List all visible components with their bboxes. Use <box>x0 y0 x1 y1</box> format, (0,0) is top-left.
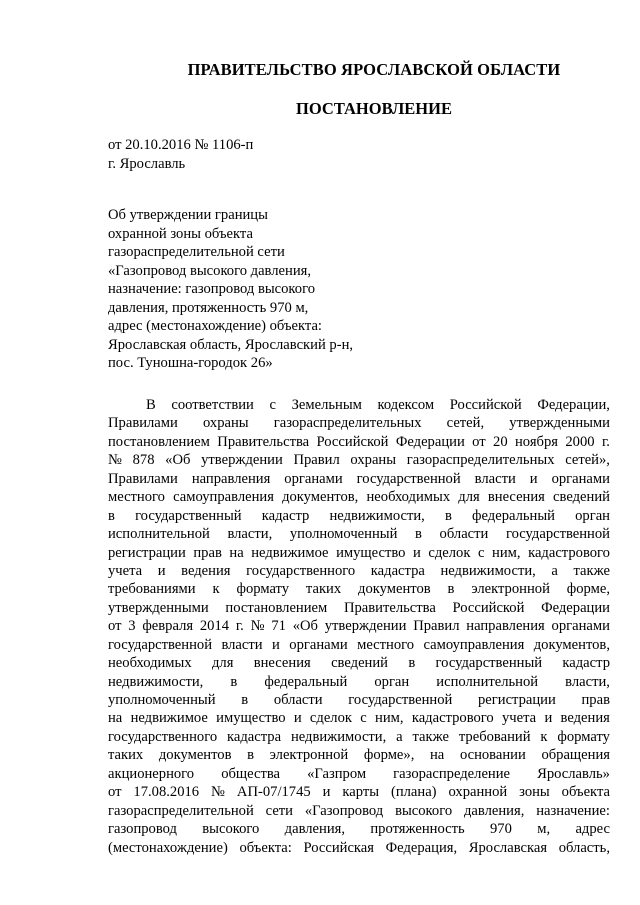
subject-line: «Газопровод высокого давления, <box>108 262 311 279</box>
body-line: Правилами направления органами государственной власти и органами <box>108 470 610 487</box>
body-line: уполномоченный в области государственной регистрации прав <box>108 692 610 708</box>
body-line: В соответствии с Земельным кодексом Российской Федерации, <box>146 397 610 413</box>
body-line: регистрации прав на недвижимое имущество и сделок с ним, кадастрового <box>108 544 610 561</box>
body-line: от 3 февраля 2014 г. № 71 «Об утверждении Правил направления органами <box>108 618 610 635</box>
body-line: необходимых для внесения сведений в государственный кадастр <box>108 655 610 672</box>
body-line: Правилами охраны газораспределительных сетей, утвержденными <box>108 415 610 432</box>
government-title: ПРАВИТЕЛЬСТВО ЯРОСЛАВСКОЙ ОБЛАСТИ <box>187 60 561 79</box>
body-line: недвижимости, в федеральный орган исполнительной власти, <box>108 673 610 690</box>
city: г. Ярославль <box>108 155 186 172</box>
subject-line: Ярославская область, Ярославский р-н, <box>108 336 354 353</box>
body-line: (местонахождение) объекта: Российская Федерация, Ярославская область, <box>108 839 610 856</box>
document-type-title: ПОСТАНОВЛЕНИЕ <box>296 99 452 118</box>
body-line: на недвижимое имущество и сделок с ним, кадастрового учета и ведения <box>108 710 610 727</box>
body-line: требованиями к формату таких документов в электронной форме, <box>108 581 610 598</box>
body-line: акционерного общества «Газпром газораспределение Ярославль» <box>108 765 610 782</box>
subject-line: пос. Туношна-городок 26» <box>108 355 273 371</box>
subject-line: назначение: газопровод высокого <box>108 281 315 297</box>
body-line: в государственный кадастр недвижимости, в федеральный орган <box>108 507 610 524</box>
body-paragraph <box>108 396 610 857</box>
body-line: газопровод высокого давления, протяженность 970 м, адрес <box>108 821 610 838</box>
subject-line: адрес (местонахождение) объекта: <box>108 318 322 334</box>
document-meta <box>108 136 253 173</box>
subject-block <box>108 206 353 373</box>
body-line: таких документов в электронной форме», на основании обращения <box>108 747 610 764</box>
body-line: исполнительной власти, уполномоченный в области государственной <box>108 526 610 543</box>
body-line: местного самоуправления документов, необходимых для внесения сведений <box>108 489 610 506</box>
body-line: постановлением Правительства Российской Федерации от 20 ноября 2000 г. <box>108 433 610 450</box>
subject-line: охранной зоны объекта <box>108 225 253 242</box>
body-line: государственной власти и органами местного самоуправления документов, <box>108 636 610 653</box>
body-line: газораспределительной сети «Газопровод высокого давления, назначение: <box>108 802 610 819</box>
body-line: государственного кадастра недвижимости, а также требований к формату <box>108 728 610 745</box>
subject-line: Об утверждении границы <box>108 207 268 223</box>
date-number: от 20.10.2016 № 1106-п <box>108 137 254 153</box>
body-line: утвержденными постановлением Правительства Российской Федерации <box>108 599 610 616</box>
subject-line: газораспределительной сети <box>108 244 285 260</box>
body-line: от 17.08.2016 № АП-07/1745 и карты (плана) охранной зоны объекта <box>108 784 610 801</box>
subject-line: давления, протяженность 970 м, <box>108 299 309 316</box>
body-line: учета и ведения государственного кадастра недвижимости, а также <box>108 562 610 579</box>
body-line: № 878 «Об утверждении Правил охраны газораспределительных сетей», <box>108 452 610 469</box>
